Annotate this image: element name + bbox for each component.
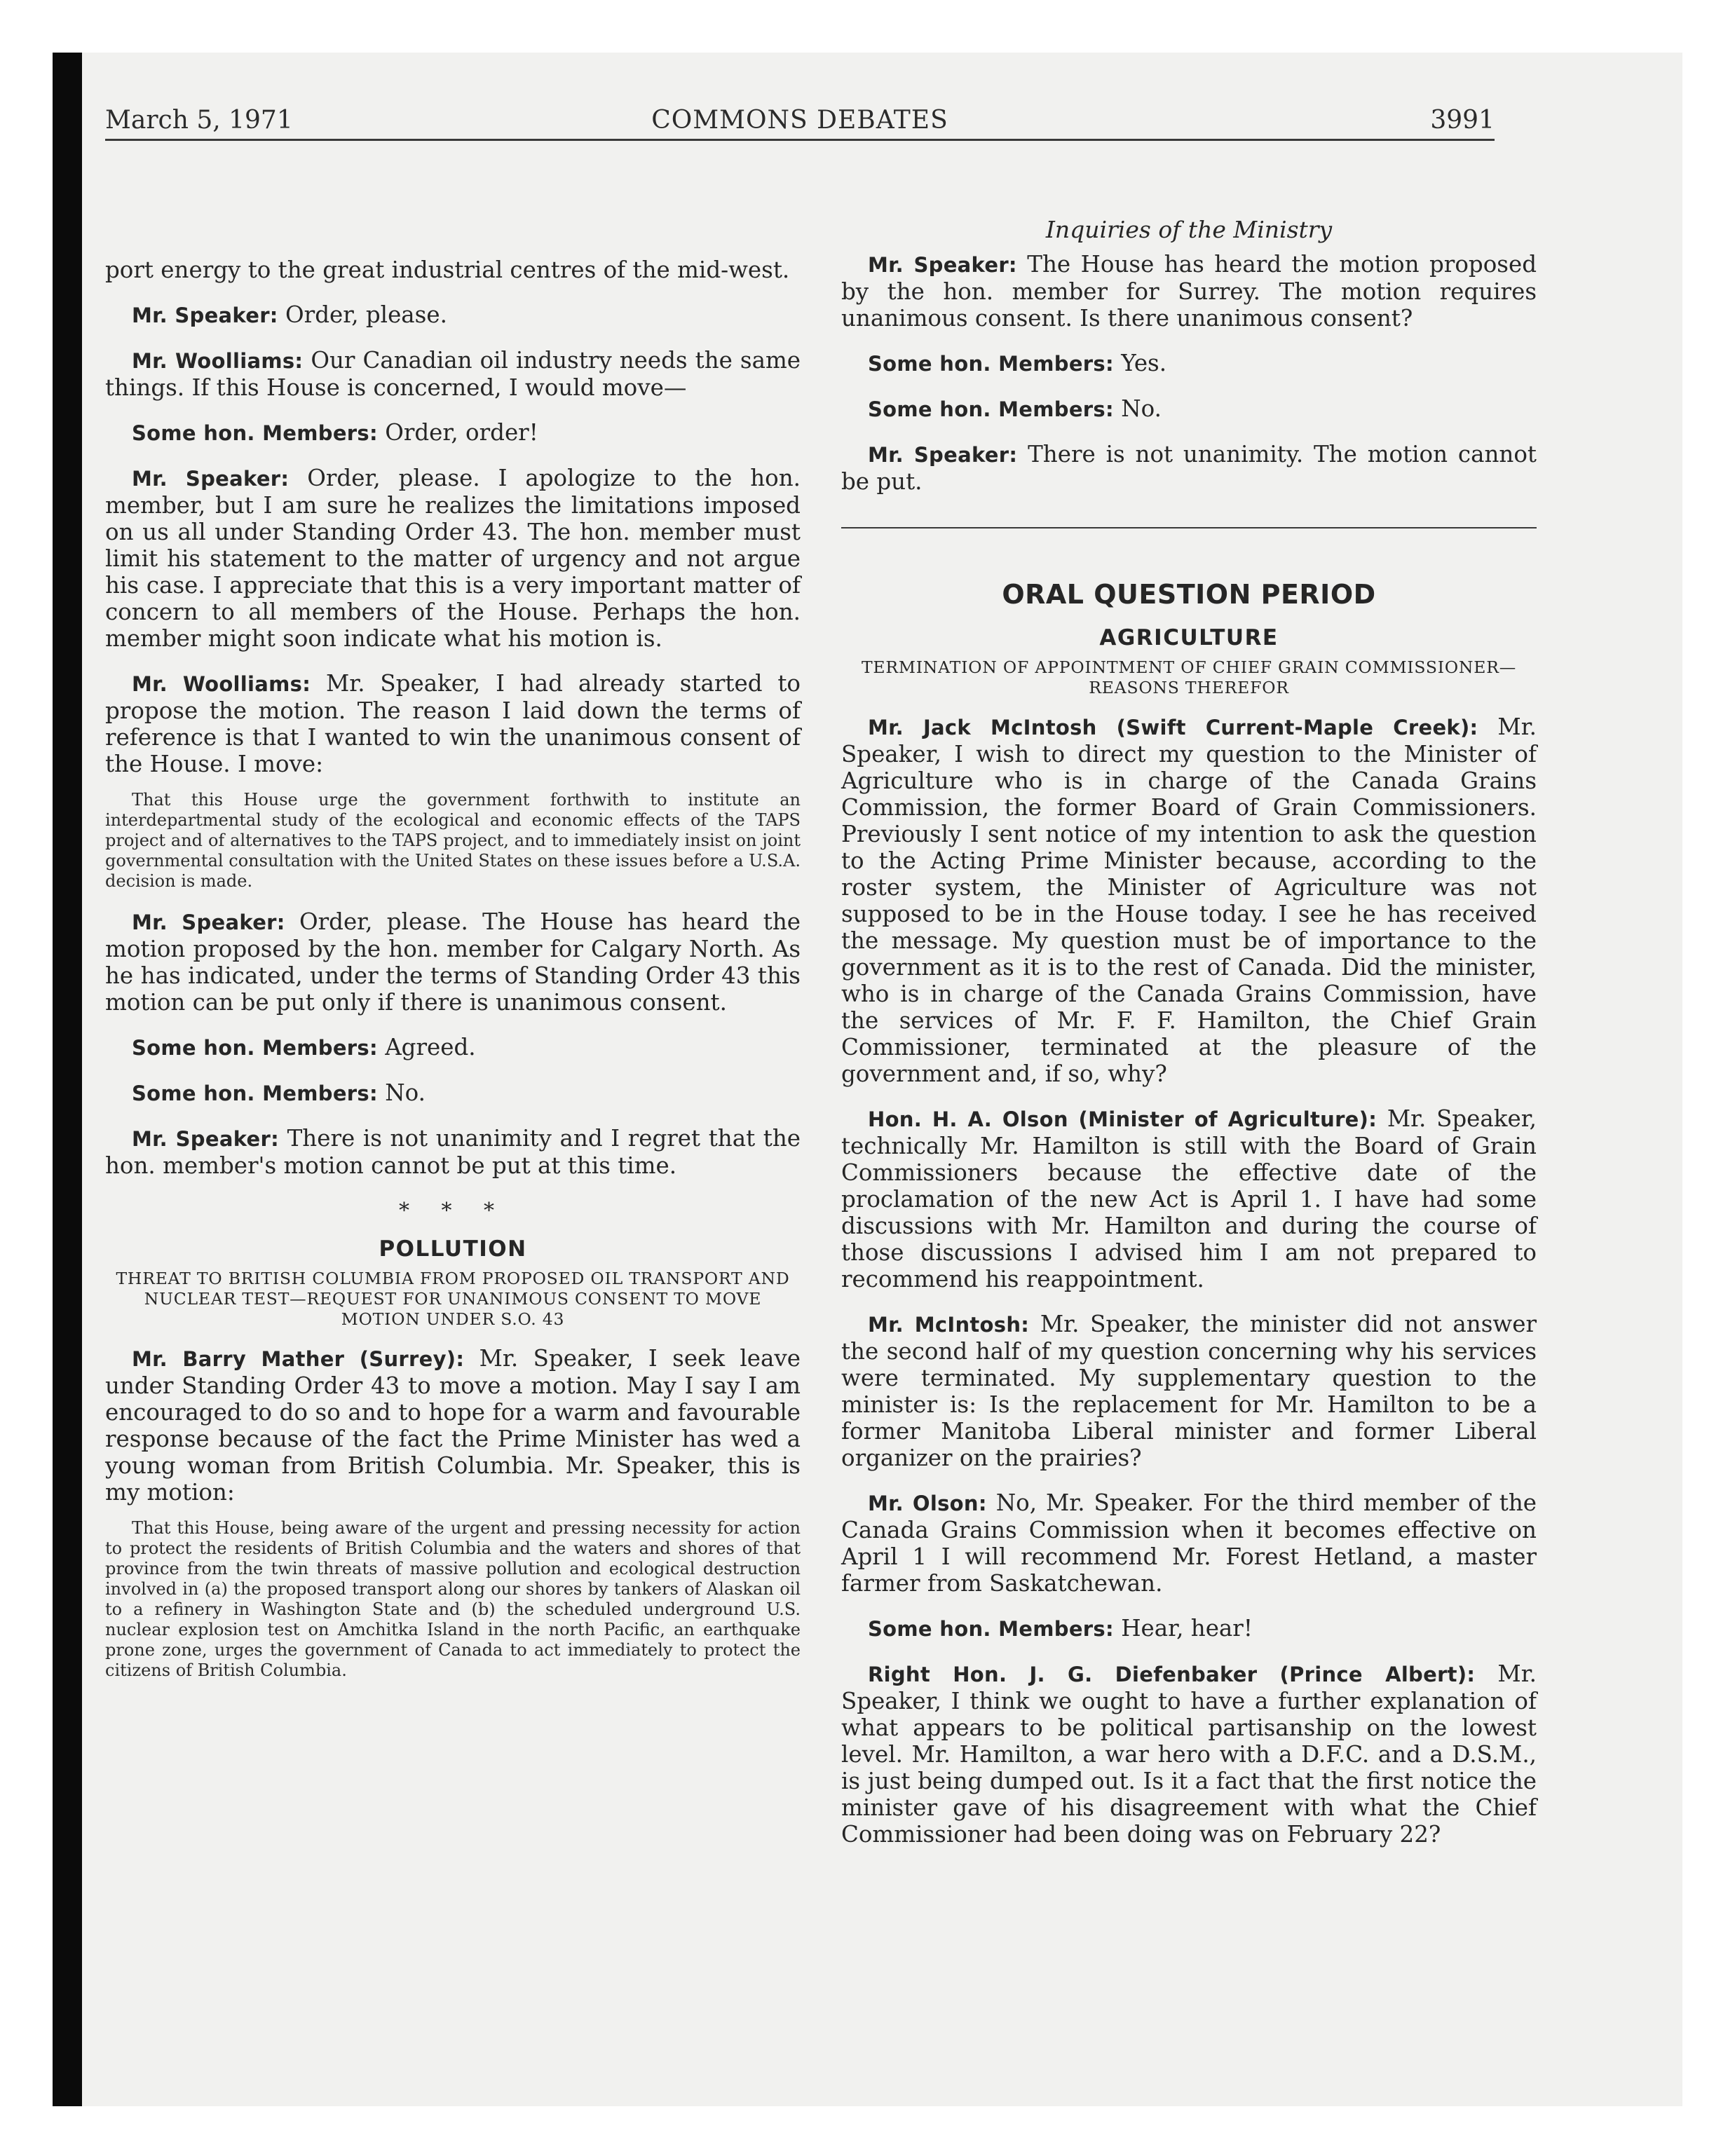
speaker-name: Mr. Speaker: [868,443,1018,467]
speaker-name: Mr. Speaker: [132,467,290,491]
paragraph [105,670,801,777]
paragraph-text: There is not unanimity. The motion cannot be put. [841,441,1537,495]
paragraph [841,1489,1537,1597]
speaker-name: Mr. Speaker: [132,1127,279,1151]
speaker-name: Hon. H. A. Olson (Minister of Agriculture): [868,1107,1377,1131]
paragraph-text: port energy to the great industrial centres of the mid-west. [105,257,790,283]
paragraph [841,395,1537,423]
motion-quote: That this House, being aware of the urgent and pressing necessity for action to protect the residents of British Columbia and the waters and shores of that province from the twin threats of massive pollution and ecological destruction involved in (a) the proposed transport along our shores by tankers of Alaskan oil to a refinery in Washington State and (b) the scheduled underground U.S. nuclear explosion test on Amchitka Island in the north Pacific, an earthquake prone zone, urges the government of Canada to act immediately to protect the citizens of British Columbia. [105,1518,801,1680]
paragraph [105,908,801,1016]
section-subheading: TERMINATION OF APPOINTMENT OF CHIEF GRAIN COMMISSIONER—REASONS THEREFOR [861,657,1517,697]
section-heading: ORAL QUESTION PERIOD [1002,579,1376,610]
speaker-name: Mr. Speaker: [132,910,285,934]
section-subheading: THREAT TO BRITISH COLUMBIA FROM PROPOSED OIL TRANSPORT AND NUCLEAR TEST—REQUEST FOR UNANIMOUS CONSENT TO MOVE MOTION UNDER S.O. 43 [116,1269,790,1329]
header-rule [105,139,1495,141]
paragraph-text: Mr. Speaker, I wish to direct my question to the Minister of Agriculture who is in charge of the Canada Grains Commission, the former Board of Grain Commissioners. Previously I sent notice of my intention to ask the question to the Acting Prime Minister because, according to the roster system, the Minister of Agriculture was not supposed to be in the House today. I see he has received the message. My question must be of importance to the government as it is to the rest of Canada. Did the minister, who is in charge of the Canada Grains Commission, have the services of Mr. F. F. Hamilton, the Chief Grain Commissioner, terminated at the pleasure of the government and, if so, why? [841,714,1537,1087]
speaker-name: Some hon. Members: [132,1082,378,1105]
paragraph-text: Mr. Speaker, technically Mr. Hamilton is still with the Board of Grain Commissioners because the effective date of the proclamation of the new Act is April 1. I have had some discussions with Mr. Hamilton and during the course of those discussions I advised him I am not prepared to recommend his reappointment. [841,1105,1537,1292]
paragraph-text: Order, please. I apologize to the hon. member, but I am sure he realizes the limitations imposed on us all under Standing Order 43. The hon. member must limit his statement to the matter of urgency and not argue his case. I appreciate that this is a very important matter of concern to all members of the House. Perhaps the hon. member might soon indicate what his motion is. [105,465,801,652]
paragraph [105,301,801,329]
section-heading: POLLUTION [379,1236,527,1262]
section-separator: * * * [398,1199,508,1223]
paragraph [841,714,1537,1087]
paragraph-text: The House has heard the motion proposed by the hon. member for Surrey. The motion requires unanimous consent. Is there unanimous consent? [841,251,1537,332]
paragraph [841,1105,1537,1292]
speaker-name: Mr. Olson: [868,1492,987,1515]
paragraph [841,251,1537,332]
paragraph [105,1079,801,1107]
paragraph [841,350,1537,377]
header-date: March 5, 1971 [105,106,293,135]
paragraph [841,1311,1537,1471]
paragraph-text: Our Canadian oil industry needs the same things. If this House is concerned, I would move— [105,347,801,401]
paragraph-text: No. [377,1079,426,1106]
paragraph-text: There is not unanimity and I regret that the hon. member's motion cannot be put at this time. [105,1125,801,1179]
paragraph-text: Mr. Speaker, I think we ought to have a further explanation of what appears to be political partisanship on the lowest level. Mr. Hamilton, a war hero with a D.F.C. and a D.S.M., is just being dumped out. Is it a fact that the first notice the minister gave of his disagreement with what the Chief Commissioner had been doing was on February 22? [841,1660,1537,1848]
paragraph-text: Mr. Speaker, the minister did not answer the second half of my question concerning why his services were terminated. My supplementary question to the minister is: Is the replacement for Mr. Hamilton to be a former Manitoba Liberal minister and former Liberal organizer on the prairies? [841,1311,1537,1471]
motion-quote: That this House urge the government forthwith to institute an interdepartmental study of the ecological and economic effects of the TAPS project and of alternatives to the TAPS project, and to immediately insist on joint governmental consultation with the United States on these issues before a U.S.A. decision is made. [105,790,801,891]
paragraph-text: Mr. Speaker, I had already started to propose the motion. The reason I laid down the terms of reference is that I wanted to win the unanimous consent of the House. I move: [105,670,801,777]
paragraph-text: No. [1113,395,1162,422]
speaker-name: Some hon. Members: [132,1036,378,1060]
paragraph-text: Agreed. [377,1034,476,1060]
paragraph-text: Order, please. The House has heard the motion proposed by the hon. member for Calgary North. As he has indicated, under the terms of Standing Order 43 this motion can be put only if there is unanimous consent. [105,908,801,1016]
speaker-name: Some hon. Members: [868,397,1114,421]
speaker-name: Right Hon. J. G. Diefenbaker (Prince Albert): [868,1663,1476,1686]
paragraph-text: Hear, hear! [1113,1615,1253,1642]
paragraph-text: No, Mr. Speaker. For the third member of the Canada Grains Commission when it becomes effective on April 1 I will recommend Mr. Forest Hetland, a master farmer from Saskatchewan. [841,1489,1537,1597]
paragraph [841,1615,1537,1642]
section-subheading: AGRICULTURE [1099,625,1279,650]
paragraph [105,465,801,652]
speaker-name: Mr. Speaker: [132,303,278,327]
speaker-name: Mr. McIntosh: [868,1313,1030,1337]
paragraph [105,1125,801,1179]
right-column [841,147,1537,1866]
speaker-name: Mr. Woolliams: [132,672,311,696]
speaker-name: Some hon. Members: [868,1617,1114,1641]
speaker-name: Mr. Barry Mather (Surrey): [132,1347,465,1371]
paragraph-text: Order, order! [377,419,538,446]
section-rule [841,527,1537,528]
paragraph [105,419,801,446]
section-rubric: Inquiries of the Ministry [1045,216,1333,243]
paragraph-text: Yes. [1113,350,1167,376]
paragraph [841,1660,1537,1848]
speaker-name: Mr. Woolliams: [132,349,304,373]
left-column [105,147,801,1698]
paragraph-text: Mr. Speaker, I seek leave under Standing Order 43 to move a motion. May I say I am encouraged to do so and to hope for a warm and favourable response because of the fact the Prime Minister has wed a young woman from British Columbia. Mr. Speaker, this is my motion: [105,1345,801,1506]
header-page-number: 3991 [1430,106,1495,135]
paragraph [841,441,1537,495]
speaker-name: Mr. Speaker: [868,253,1017,277]
speaker-name: Mr. Jack McIntosh (Swift Current-Maple Creek): [868,716,1478,739]
paragraph-text: Order, please. [278,301,447,328]
speaker-name: Some hon. Members: [132,421,378,445]
paragraph [105,347,801,401]
paragraph [105,1345,801,1506]
header-publication: COMMONS DEBATES [651,106,948,135]
paragraph [105,1034,801,1061]
scan-border [53,53,82,2106]
paragraph [105,257,801,283]
speaker-name: Some hon. Members: [868,352,1114,376]
